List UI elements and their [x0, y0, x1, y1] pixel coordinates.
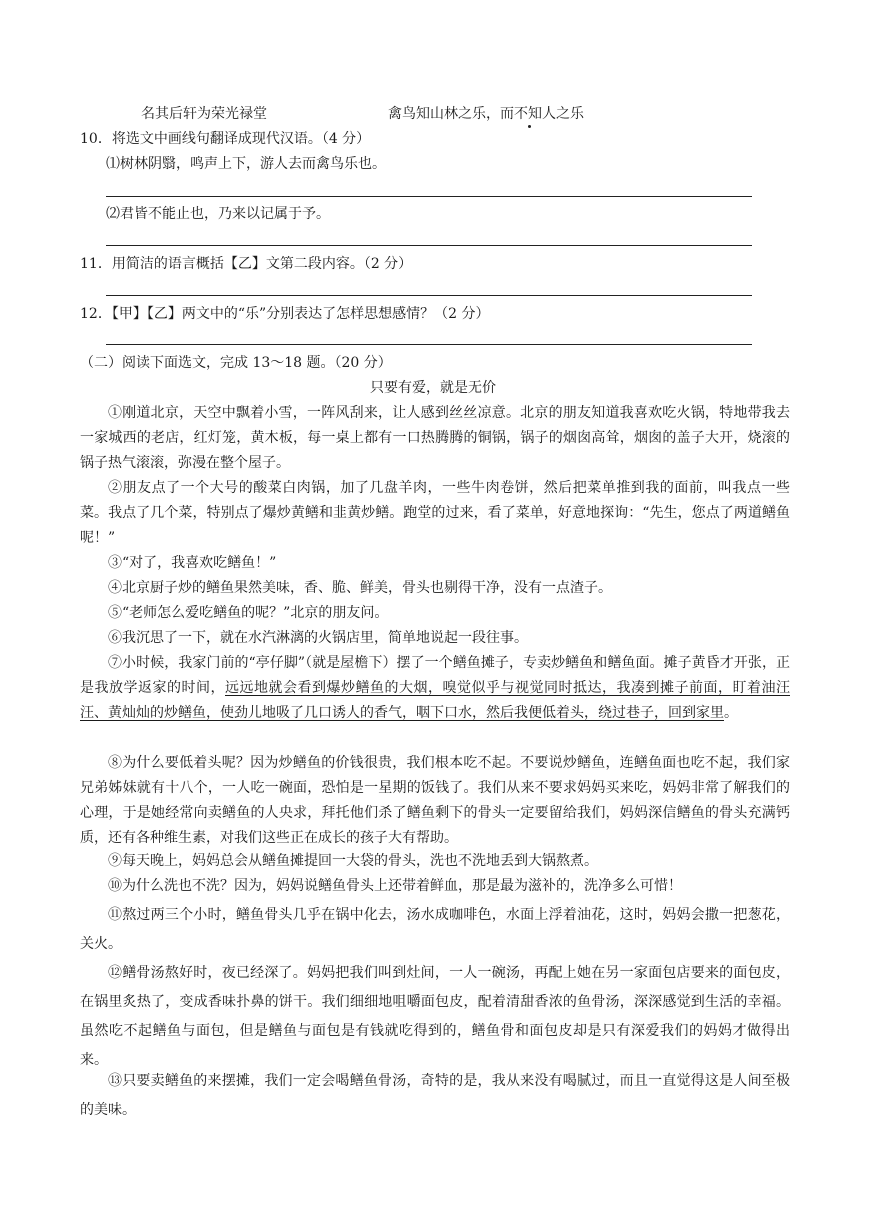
paragraph-3: ③“对了，我喜欢吃鳝鱼！”	[108, 555, 277, 571]
question-11: 11．用简洁的语言概括【乙】文第二段内容。（2 分）	[80, 256, 413, 272]
paragraph-12: ⑫鳝骨汤熬好时，夜已经深了。妈妈把我们叫到灶间，一人一碗汤，再配上她在另一家面包店要来的面包皮，在锅里炙热了，变成香味扑鼻的饼干。我们细细地咀嚼面包皮，配着清甜香浓的鱼骨汤，深深感觉到生活的幸福。虽然吃不起鳝鱼与面包，但是鳝鱼与面包是有钱就吃得到的，鳝鱼骨和面包皮却是只有深爱我们的妈妈才做得出来。	[80, 965, 790, 1068]
passage-title: 只要有爱，就是无价	[370, 380, 496, 396]
paragraph-13: ⑬只要卖鳝鱼的来摆摊，我们一定会喝鳝鱼骨汤，奇特的是，我从来没有喝腻过，而且一直觉得这是人间至极的美味。	[80, 1073, 790, 1118]
answer-line-10-2	[106, 245, 752, 246]
question-12: 12．【甲】【乙】两文中的“乐”分别表达了怎样思想感情？（2 分）	[80, 306, 490, 322]
paragraph-10: ⑩为什么洗也不洗？因为，妈妈说鳝鱼骨头上还带着鲜血，那是最为滋补的，洗净多么可惜！	[108, 878, 682, 894]
paragraph-6: ⑥我沉思了一下，就在水汽淋漓的火锅店里，简单地说起一段往事。	[108, 630, 528, 646]
paragraph-11: ⑪熬过两三个小时，鳝鱼骨头几乎在锅中化去，汤水成咖啡色，水面上浮着油花，这时，妈妈会撒一把葱花，关火。	[80, 907, 790, 952]
paragraph-7-end: 。	[724, 705, 738, 721]
section-2-heading: （二）阅读下面选文，完成 13～18 题。（20 分）	[80, 355, 392, 371]
paragraph-8: ⑧为什么要低着头呢？因为炒鳝鱼的价钱很贵，我们根本吃不起。不要说炒鳝鱼，连鳝鱼面也吃不起，我们家兄弟姊妹就有十八个，一人吃一碗面，恐怕是一星期的饭钱了。我们从来不要求妈妈买来吃，妈妈非常了解我们的心理，于是她经常向卖鳝鱼的人央求，拜托他们杀了鳝鱼剩下的骨头一定要留给我们，妈妈深信鳝鱼的骨头充满钙质，还有各种维生素，对我们这些正在成长的孩子大有帮助。	[80, 755, 790, 846]
emphasis-dot	[528, 125, 531, 128]
underlined-sentence: 远远地就会看到爆炒鳝鱼的大烟，嗅觉似乎与视觉同时抵达，我凑到摊子前面，盯着油汪汪、黄灿灿的炒鳝鱼，使劲儿地吸了几口诱人的香气，咽下口水，然后我便低着头，绕过巷子，回到家里	[80, 680, 790, 721]
paragraph-9: ⑨每天晚上，妈妈总会从鳝鱼摊提回一大袋的骨头，洗也不洗地丢到大锅熬煮。	[108, 853, 598, 869]
answer-line-11	[106, 295, 752, 296]
paragraph-2: ②朋友点了一个大号的酸菜白肉锅，加了几盘羊肉，一些牛肉卷饼，然后把菜单推到我的面前，叫我点一些菜。我点了几个菜，特别点了爆炒黄鳝和韭黄炒鳝。跑堂的过来，看了菜单，好意地探询：“先生，您点了两道鳝鱼呢！”	[80, 480, 790, 546]
paragraph-7	[80, 651, 790, 726]
paragraph-1: ①刚道北京，天空中飘着小雪，一阵风刮来，让人感到丝丝凉意。北京的朋友知道我喜欢吃火锅，特地带我去一家城西的老店，红灯笼，黄木板，每一桌上都有一口热腾腾的铜锅，锅子的烟囱高耸，烟囱的盖子大开，烧滚的锅子热气滚滚，弥漫在整个屋子。	[80, 405, 790, 471]
paragraph-7-start: ⑦小时候，我家门前的“亭仔脚”（就是屋檐下）摆了一个鳝鱼摊子，专卖炒鳝鱼和鳝鱼面。摊子黄昏才开张，正是我放学返家的时间，	[80, 655, 790, 696]
paragraph-4: ④北京厨子炒的鳝鱼果然美味，香、脆、鲜美，骨头也剔得干净，没有一点渣子。	[108, 580, 612, 596]
question-10-1: ⑴树林阴翳，鸣声上下，游人去而禽鸟乐也。	[106, 156, 386, 172]
example-left: 名其后轩为荣光禄堂	[141, 106, 267, 122]
answer-line-12	[106, 344, 752, 345]
example-right: 禽鸟知山林之乐，而不知人之乐	[388, 106, 584, 122]
answer-line-10-1	[106, 196, 752, 197]
question-10: 10．将选文中画线句翻译成现代汉语。（4 分）	[80, 131, 371, 147]
paragraph-5: ⑤“老师怎么爱吃鳝鱼的呢？”北京的朋友问。	[108, 605, 389, 621]
question-10-2: ⑵君皆不能止也，乃来以记属于予。	[106, 206, 330, 222]
